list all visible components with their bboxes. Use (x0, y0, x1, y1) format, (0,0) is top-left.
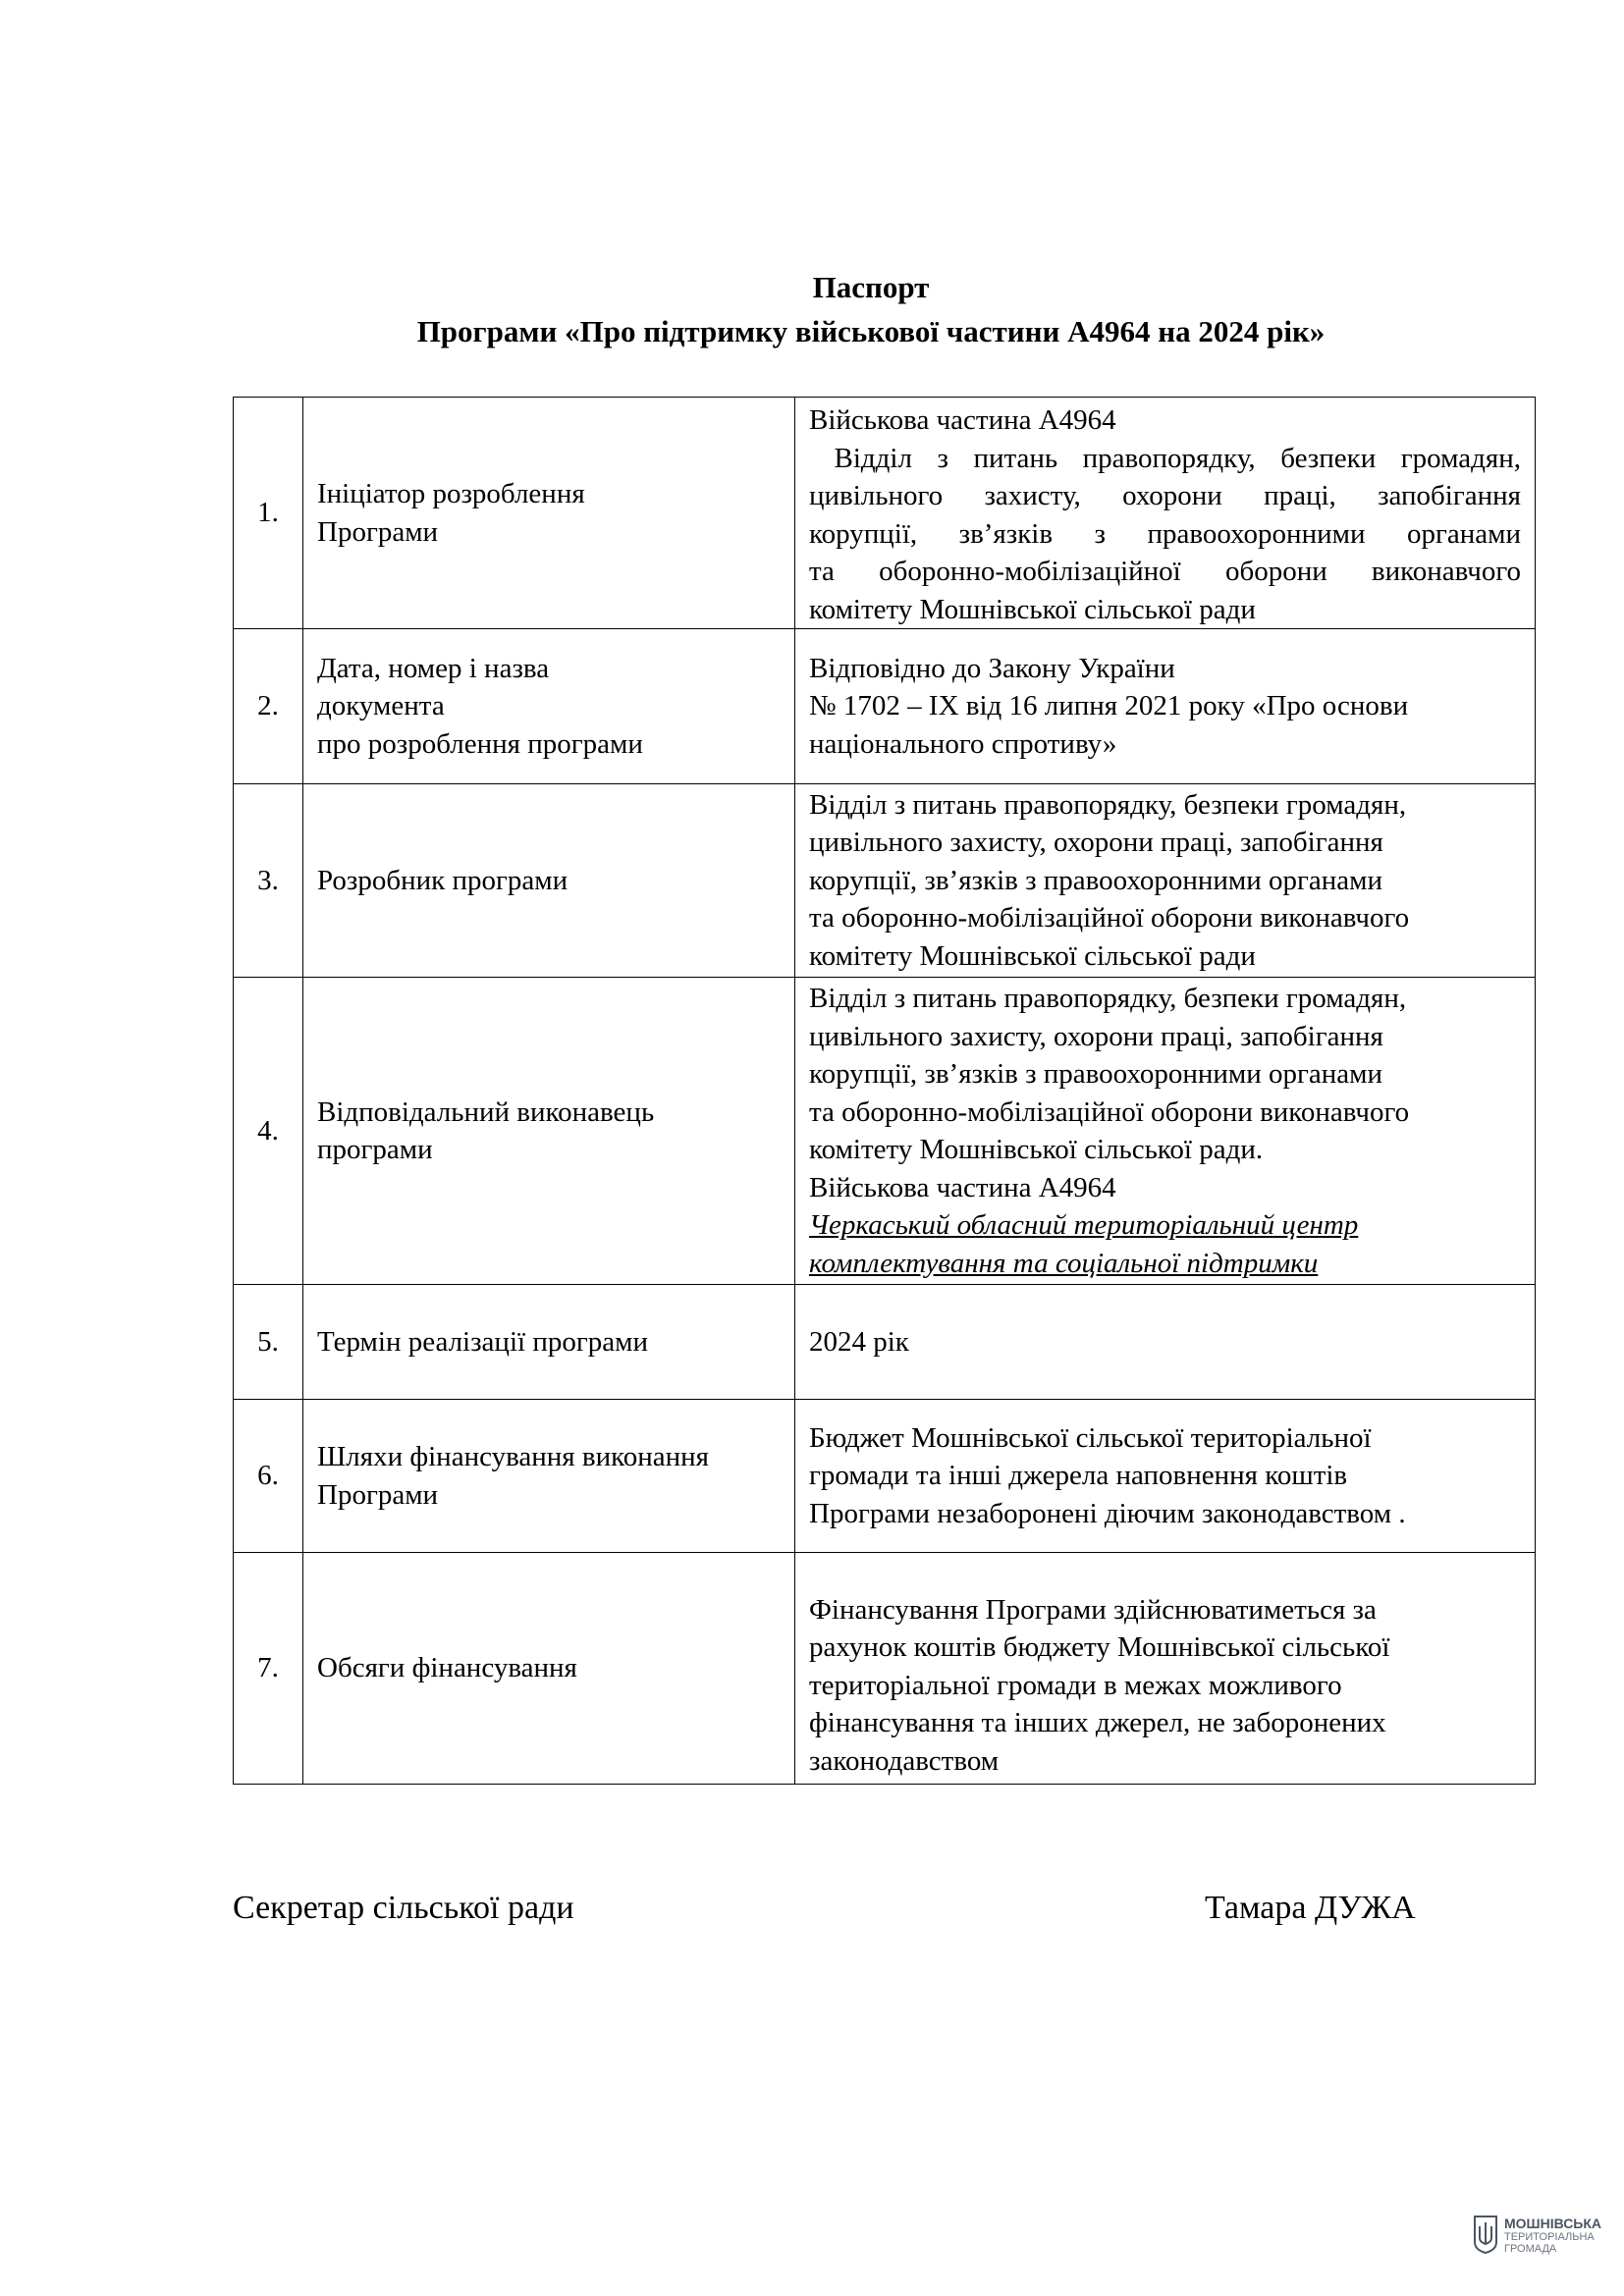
label-line: Ініціатор розроблення (317, 478, 585, 509)
label-line: документа (317, 690, 445, 722)
label-line: Дата, номер і назва (317, 652, 550, 684)
table-row (234, 1285, 1536, 1400)
label-line: Програми (317, 1478, 439, 1511)
value-line: № 1702 – IX від 16 липня 2021 року «Про основи (809, 690, 1409, 722)
row-value (795, 784, 1536, 978)
row-label (303, 1285, 795, 1400)
value-line: законодавством (809, 1744, 1000, 1777)
signature-name: Тамара ДУЖА (1205, 1890, 1416, 1926)
row-number: 1. (234, 398, 303, 629)
row-value (795, 1285, 1536, 1400)
table-row (234, 784, 1536, 978)
value-line: 2024 рік (809, 1325, 909, 1358)
label-line: Обсяги фінансування (317, 1652, 577, 1684)
value-line: комітету Мошнівської сільської ради (809, 593, 1256, 625)
label-line: програми (317, 1134, 433, 1165)
row-value (795, 1553, 1536, 1785)
value-line: фінансування та інших джерел, не заборонених (809, 1707, 1386, 1738)
row-label (303, 398, 795, 629)
row-label (303, 1400, 795, 1553)
passport-table (233, 397, 1536, 1785)
value-line: корупції, зв’язків з правоохоронними органами (809, 517, 1521, 550)
row-number: 6. (234, 1400, 303, 1553)
logo-line: МОШНІВСЬКА (1504, 2216, 1602, 2231)
label-line: Програми (317, 515, 439, 548)
value-line: Відділ з питань правопорядку, безпеки громадян, (809, 788, 1407, 821)
value-line: комітету Мошнівської сільської ради. (809, 1134, 1264, 1165)
row-label (303, 784, 795, 978)
row-label (303, 978, 795, 1285)
row-value (795, 978, 1536, 1285)
table-row (234, 398, 1536, 629)
value-line: корупції, зв’язків з правоохоронними органами (809, 1058, 1383, 1090)
trident-icon (1473, 2215, 1498, 2259)
value-line: комітету Мошнівської сільської ради (809, 939, 1256, 972)
value-line: Програми незаборонені діючим законодавством . (809, 1497, 1406, 1529)
logo-text (1504, 2217, 1601, 2255)
value-line-italic: комплектування та соціальної підтримки (809, 1247, 1319, 1279)
value-line: корупції, зв’язків з правоохоронними органами (809, 864, 1383, 896)
value-line: та оборонно-мобілізаційної оборони виконавчого (809, 1095, 1410, 1128)
table-row (234, 1400, 1536, 1553)
value-line: Фінансування Програми здійснюватиметься за (809, 1593, 1377, 1626)
row-number: 2. (234, 629, 303, 784)
table-row (234, 1553, 1536, 1785)
table-row (234, 629, 1536, 784)
row-label (303, 629, 795, 784)
value-line: та оборонно-мобілізаційної оборони виконавчого (809, 556, 1521, 587)
page-subtitle: Програми «Про підтримку військової частини А4964 на 2024 рік» (416, 314, 1326, 348)
value-line: цивільного захисту, охорони праці, запобігання (809, 827, 1383, 859)
logo-line: ТЕРИТОРІАЛЬНА (1504, 2231, 1595, 2243)
community-logo (1473, 2207, 1610, 2266)
label-line: Шляхи фінансування виконання (317, 1441, 709, 1472)
value-line: Відділ з питань правопорядку, безпеки громадян, (809, 442, 1521, 474)
label-line: Розробник програми (317, 864, 568, 896)
value-line: Військова частина А4964 (809, 404, 1116, 436)
value-line: Військова частина А4964 (809, 1171, 1116, 1203)
label-line: Термін реалізації програми (317, 1325, 648, 1358)
table-row (234, 978, 1536, 1285)
value-line: національного спротиву» (809, 727, 1117, 760)
row-number: 5. (234, 1285, 303, 1400)
value-line: та оборонно-мобілізаційної оборони виконавчого (809, 902, 1410, 934)
row-value (795, 1400, 1536, 1553)
value-line: Бюджет Мошнівської сільської територіальної (809, 1421, 1372, 1454)
value-line: цивільного захисту, охорони праці, запобігання (809, 480, 1521, 511)
label-line: про розроблення програми (317, 727, 643, 760)
row-value (795, 398, 1536, 629)
row-value (795, 629, 1536, 784)
row-number: 4. (234, 978, 303, 1285)
value-line: Відповідно до Закону України (809, 652, 1175, 684)
row-label (303, 1553, 795, 1785)
row-number: 3. (234, 784, 303, 978)
value-line: територіальної громади в межах можливого (809, 1669, 1342, 1701)
signature-position: Секретар сільської ради (233, 1890, 574, 1926)
page-title: Паспорт (812, 270, 930, 304)
value-line-italic: Черкаський обласний територіальний центр (809, 1209, 1359, 1241)
logo-line: ГРОМАДА (1504, 2243, 1557, 2255)
value-line: рахунок коштів бюджету Мошнівської сільської (809, 1631, 1390, 1663)
label-line: Відповідальний виконавець (317, 1095, 655, 1128)
value-line: громади та інші джерела наповнення коштів (809, 1460, 1348, 1492)
row-number: 7. (234, 1553, 303, 1785)
value-line: цивільного захисту, охорони праці, запобігання (809, 1020, 1383, 1052)
value-line: Відділ з питань правопорядку, безпеки громадян, (809, 983, 1407, 1014)
